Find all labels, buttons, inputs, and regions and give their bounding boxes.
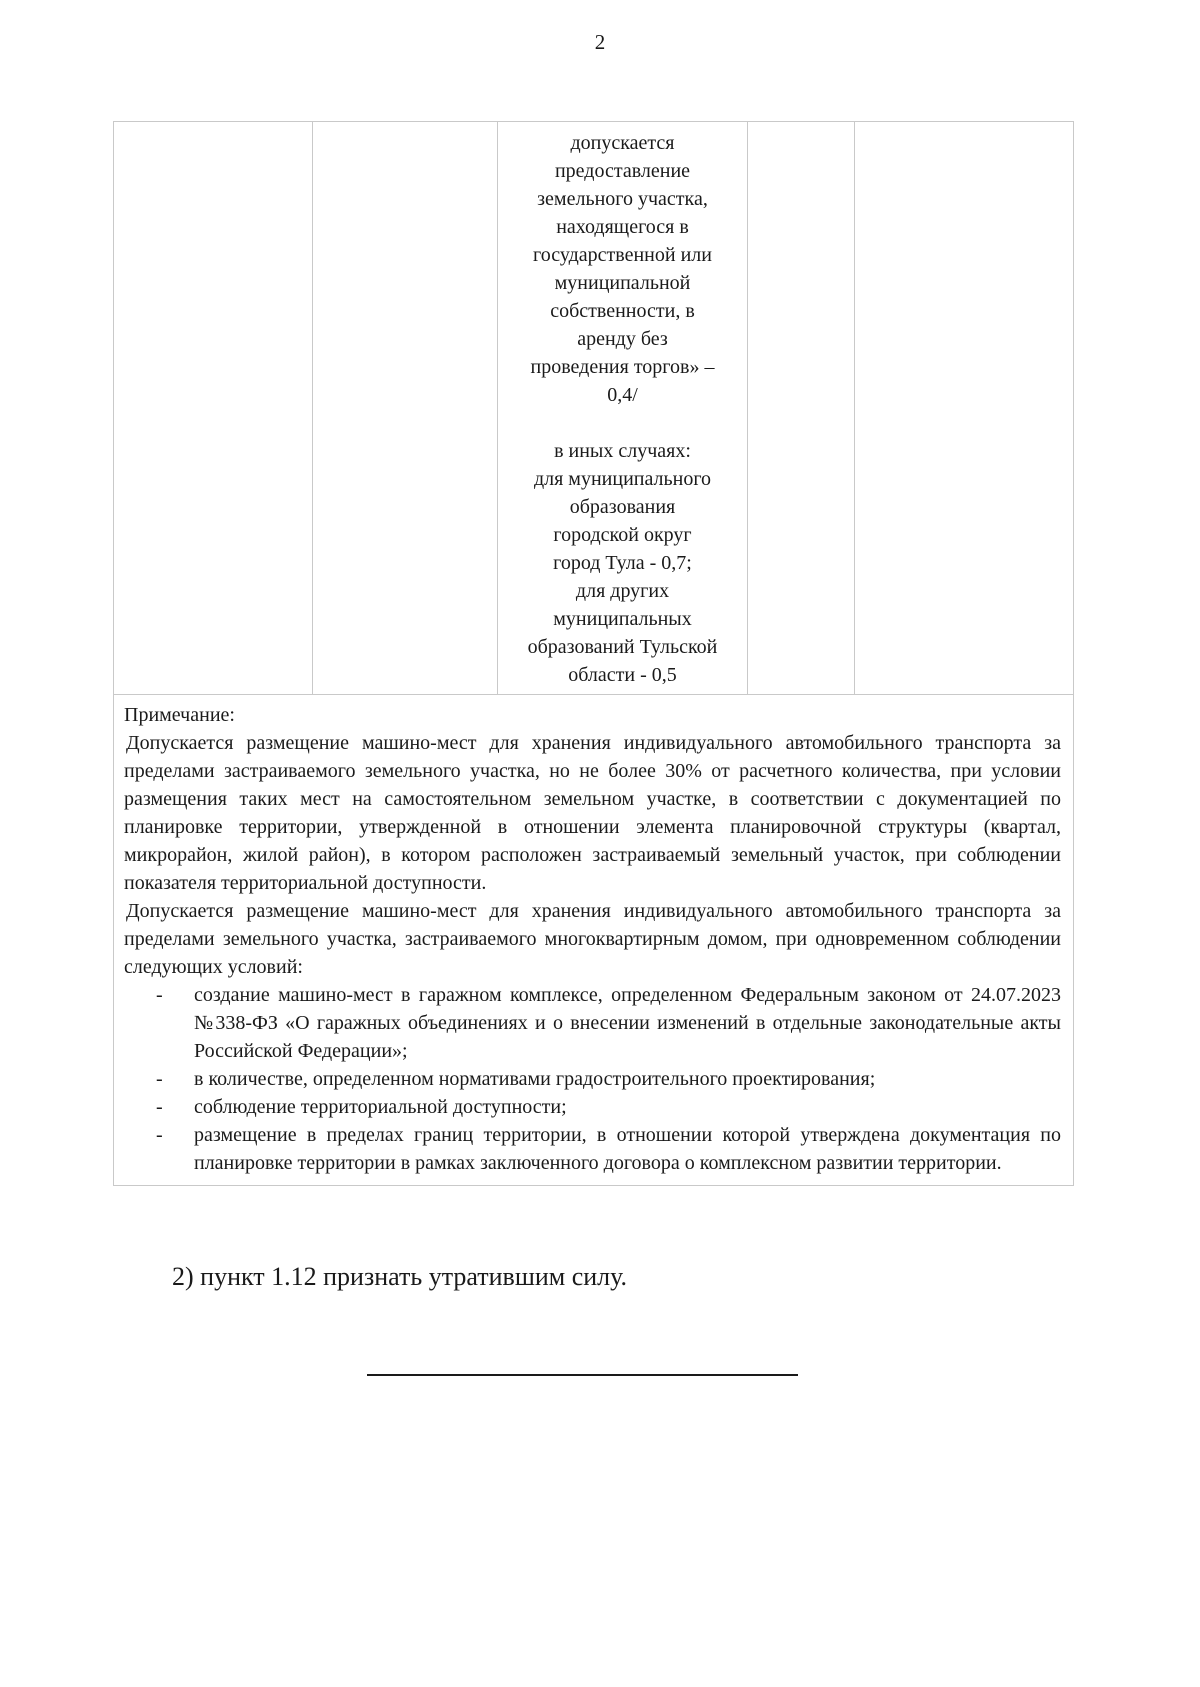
note-paragraph: Допускается размещение машино-мест для хранения индивидуального автомобильного транспорта за пределами застраиваемого земельного участка, но не более 30% от расчетного количества, при условии размещения таких мест на самостоятельном земельном участке, в соответствии с документацией по планировке территории, утвержденной в отношении элемента планировочной структуры (квартал, микрорайон, жилой район), в котором расположен застраиваемый земельный участок, при соблюдении показателя территориальной доступности. <box>124 732 1061 894</box>
bullet-marker: - <box>156 1068 163 1090</box>
table-cell-empty <box>313 122 498 695</box>
cell-text-line: государственной или <box>533 244 712 266</box>
cell-text-line: образований Тульской <box>527 636 718 658</box>
cell-text-line: допускается <box>570 132 675 154</box>
bullet-marker: - <box>156 984 163 1006</box>
cell-text-line: предоставление <box>554 160 691 182</box>
list-item-text: в количестве, определенном нормативами градостроительного проектирования; <box>194 1068 876 1090</box>
cell-text-line: проведения торгов» – <box>530 356 715 378</box>
closing-divider <box>367 1374 798 1376</box>
table-cell-parking-ratio <box>498 122 748 695</box>
cell-text-line: аренду без <box>577 328 668 350</box>
cell-text-line: 0,4/ <box>607 384 638 406</box>
page-number: 2 <box>594 30 606 54</box>
bullet-marker: - <box>156 1096 163 1118</box>
cell-text-line: области - 0,5 <box>568 664 677 686</box>
cell-text-line: городской округ <box>553 524 692 546</box>
list-item <box>124 981 1061 1065</box>
cell-text-line: в иных случаях: <box>554 440 691 462</box>
cell-text-line: муниципальной <box>554 272 691 294</box>
table-row <box>114 695 1074 1186</box>
list-item <box>124 1121 1061 1177</box>
table-cell-empty <box>114 122 313 695</box>
conditions-list <box>124 981 1061 1177</box>
regulation-table <box>113 121 1074 1186</box>
note-paragraph: Допускается размещение машино-мест для хранения индивидуального автомобильного транспорта за пределами земельного участка, застраиваемого многоквартирным домом, при одновременном соблюдении следующих условий: <box>124 900 1061 978</box>
list-item-text: создание машино-мест в гаражном комплексе, определенном Федеральным законом от 24.07.2023 №338-ФЗ «О гаражных объединениях и о внесении изменений в отдельные законодательные акты Российской Федерации»; <box>194 984 1061 1062</box>
cell-text-line: муниципальных <box>553 608 692 630</box>
table-row <box>114 122 1074 695</box>
cell-text-line: земельного участка, <box>537 188 708 210</box>
note-title: Примечание: <box>124 704 235 726</box>
cell-text-line: находящегося в <box>556 216 689 238</box>
cell-text-line: город Тула - 0,7; <box>553 552 692 574</box>
cell-text-line: собственности, в <box>550 300 695 322</box>
list-item-text: соблюдение территориальной доступности; <box>194 1096 567 1118</box>
table-note-cell <box>114 695 1074 1186</box>
table-cell-empty <box>855 122 1074 695</box>
cell-blank-line <box>498 409 747 437</box>
list-item-text: размещение в пределах границ территории, в отношении которой утверждена документация по планировке территории в рамках заключенного договора о комплексном развитии территории. <box>194 1124 1061 1174</box>
table-cell-empty <box>748 122 855 695</box>
list-item <box>124 1093 1061 1121</box>
cell-text-line: для других <box>575 580 670 602</box>
cell-text-line: для муниципального <box>533 468 712 490</box>
list-item <box>124 1065 1061 1093</box>
cell-text-line: образования <box>569 496 676 518</box>
bullet-marker: - <box>156 1124 163 1146</box>
amendment-point: 2) пункт 1.12 признать утратившим силу. <box>172 1262 628 1291</box>
